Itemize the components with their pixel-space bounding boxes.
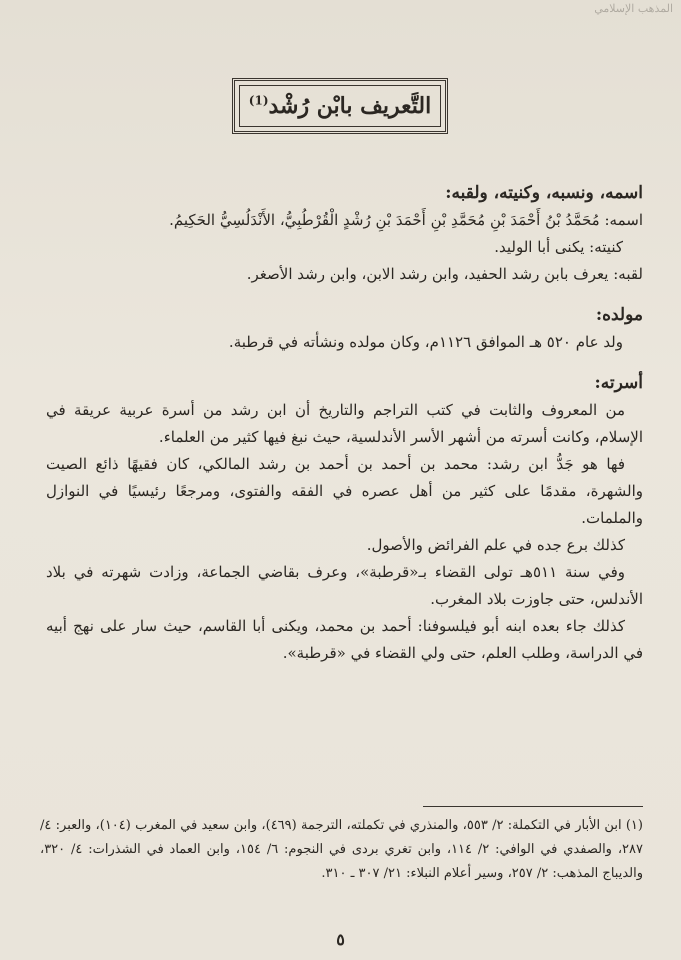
family-paragraph-1: من المعروف والثابت في كتب التراجم والتاريخ أن ابن رشد من أسرة عربية عريقة في الإسلام، وكانت أسرته من أشهر الأسر الأندلسية، حيث نبغ فيها كثير من العلماء. (46, 401, 643, 446)
family-paragraph-2: فها هو جَدُّ ابن رشد: محمد بن أحمد بن أحمد بن رشد المالكي، كان فقيهًا ذائع الصيت والشهرة، مقدمًا على كثير من أهل عصره في الفقه والفتوى، ومرجعًا رئيسيًا في النوازل والملمات. (46, 455, 643, 527)
main-text (46, 180, 643, 667)
title-frame (232, 78, 448, 134)
family-paragraph-3: كذلك برع جده في علم الفرائض والأصول. (366, 536, 625, 554)
section-heading-name: اسمه، ونسبه، وكنيته، ولقبه: (445, 183, 643, 203)
footnote-1: (١) ابن الأبار في التكملة: ٢/ ٥٥٣، والمنذري في تكملته، الترجمة (٤٦٩)، وابن سعيد في المغرب (١٠٤)، والعبر: ٤/ ٢٨٧، والصفدي في الوافي: ٢/ ١١٤، وابن تغري بردى في النجوم: ٦/ ١٥٤، وابن العماد في الشذرات: ٤/ ٣٢٠، والديباج المذهب: ٢/ ٢٥٧، وسير أعلام النبلاء: ٢١/ ٣٠٧ ـ ٣١٠. (40, 818, 643, 881)
section-heading-family: أسرته: (594, 373, 643, 393)
footnotes (40, 814, 643, 886)
chapter-title (249, 93, 431, 119)
laqab-line: لقبه: يعرف بابن رشد الحفيد، وابن رشد الابن، وابن رشد الأصغر. (246, 265, 643, 283)
section-heading-birth: مولده: (595, 305, 643, 325)
name-line: اسمه: مُحَمَّدُ بْنُ أَحْمَدَ بْنِ مُحَمَّدِ بْنِ أَحْمَدَ بْنِ رُشْدٍ الْقُرْطُبِيُّ، الأَنْدَلُسِيُّ الحَكِيمُ. (169, 211, 643, 229)
birth-line: ولد عام ٥٢٠ هـ الموافق ١١٢٦م، وكان مولده ونشأته في قرطبة. (228, 333, 623, 351)
page-number: ٥ (336, 930, 345, 949)
running-head: المذهب الإسلامي (594, 2, 673, 15)
family-paragraph-5: كذلك جاء بعده ابنه أبو فيلسوفنا: أحمد بن محمد، ويكنى أبا القاسم، حيث سار على نهج أبيه في الدراسة، وطلب العلم، حتى ولي القضاء في «قرطبة». (46, 617, 643, 662)
kunya-line: كنيته: يكنى أبا الوليد. (494, 238, 623, 256)
title-footnote-marker: (1) (248, 93, 269, 108)
chapter-title-text: التَّعريف بابْن رُشْد (268, 93, 432, 119)
family-paragraph-4: وفي سنة ٥١١هـ تولى القضاء بـ«قرطبة»، وعرف بقاضي الجماعة، وزادت شهرته في بلاد الأندلس، حتى جاوزت بلاد المغرب. (46, 563, 643, 608)
footnote-separator (423, 806, 643, 807)
